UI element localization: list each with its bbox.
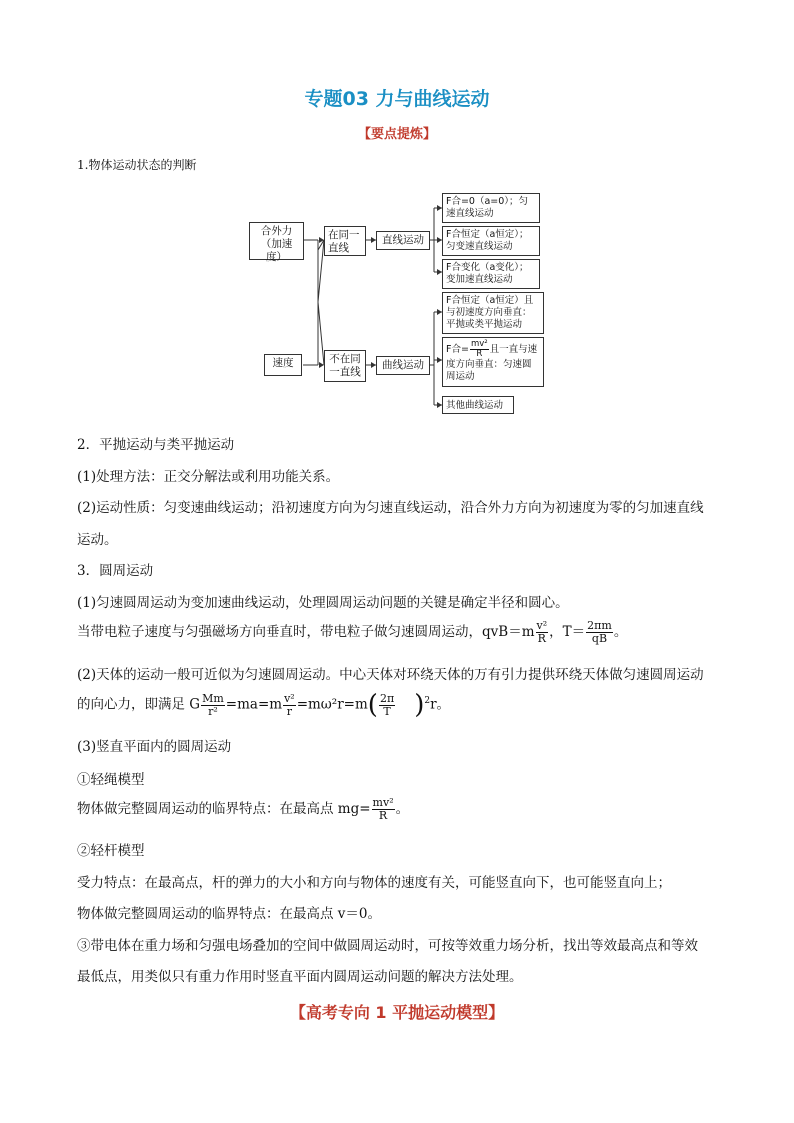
linear-uniform-box: F合=0（a=0）；匀速直线运动: [442, 193, 540, 223]
p6-prefix: 物体做完整圆周运动的临界特点：在最高点 mg=: [77, 801, 371, 817]
section2-p2a: (2)运动性质：匀变速曲线运动；沿初速度方向为匀速直线运动，沿合外力方向为初速度为零的匀加速直线: [77, 500, 704, 516]
section3-p2: [77, 620, 627, 645]
curve-motion-box: 曲线运动: [376, 356, 430, 375]
p3-power: 2: [424, 696, 431, 706]
left-paren: (: [367, 690, 378, 720]
circular-force-suffix: 且一直与速度方向垂直：匀速圆周运动: [446, 344, 538, 382]
section3-p6: [77, 797, 409, 822]
p3-eq1: =ma=m: [225, 696, 283, 713]
p3-f1-den: r²: [208, 704, 218, 718]
section3-p10b: 最低点，用类似只有重力作用时竖直平面内圆周运动问题的解决方法处理。: [77, 969, 523, 985]
p2-fraction-2: [586, 620, 613, 645]
circular-motion-box: [442, 337, 544, 387]
key-points-subtitle: 【要点提炼】: [357, 127, 436, 142]
p3-fraction-1: [201, 693, 225, 718]
right-paren: ): [414, 690, 425, 720]
p3-fraction-2: [283, 693, 296, 718]
p3-prefix: 的向心力，即满足 G: [77, 696, 201, 713]
section2-p1: (1)处理方法：正交分解法或利用功能关系。: [77, 469, 340, 485]
section3-p10a: ③带电体在重力场和匀强电场叠加的空间中做圆周运动时，可按等效重力场分析，找出等效最高点和等效: [77, 938, 698, 954]
p2-mid: ，T＝: [549, 624, 586, 640]
velocity-box: 速度: [264, 354, 302, 376]
p3-f1-num: Mm: [202, 691, 224, 705]
section1-heading: 1.物体运动状态的判断: [77, 158, 197, 172]
p3-end: r。: [430, 696, 451, 713]
p6-end: 。: [395, 801, 410, 817]
p3-fraction-3: [379, 693, 395, 718]
section2-p2b: 运动。: [77, 532, 118, 548]
motion-classification-diagram: [246, 190, 546, 415]
p3-f3-num: 2π: [379, 691, 395, 705]
section3-p7: ②轻杆模型: [77, 843, 145, 859]
circular-fraction-num: mv²: [470, 339, 488, 349]
section3-p5: ①轻绳模型: [77, 772, 145, 788]
circular-fraction: [470, 340, 489, 359]
circular-fraction-den: R: [476, 349, 483, 359]
same-line-box: 在同一 直线: [324, 226, 366, 256]
section3-p3a: (2)天体的运动一般可近似为匀速圆周运动。中心天体对环绕天体的万有引力提供环绕天体做匀速圆周运动: [77, 667, 704, 683]
p2-f2-den: qB: [591, 632, 608, 645]
section3-heading: 3．圆周运动: [77, 563, 154, 579]
force-box: 合外力 （加速度）: [249, 222, 304, 260]
section3-p9: 物体做完整圆周运动的临界特点：在最高点 v＝0。: [77, 906, 382, 922]
p2-prefix: 当带电粒子速度与匀强磁场方向垂直时，带电粒子做匀速圆周运动，qvB＝m: [77, 624, 535, 640]
gaokao-section-title: 【高考专向 1 平抛运动模型】: [289, 1003, 505, 1022]
p2-f1-den: R: [537, 632, 546, 645]
linear-uniform-accel-box: F合恒定（a恒定）；匀变速直线运动: [442, 226, 540, 256]
p2-end: 。: [613, 624, 628, 640]
circular-force-prefix: F合=: [446, 344, 469, 355]
other-curve-box: 其他曲线运动: [442, 396, 514, 414]
linear-variable-accel-box: F合变化（a变化）；变加速直线运动: [442, 259, 540, 289]
p6-fraction: [372, 797, 395, 822]
p3-f2-num: v²: [284, 691, 295, 705]
section3-p3b: [77, 692, 450, 718]
p3-f2-den: r: [286, 704, 292, 718]
p3-f3-den: T: [383, 704, 391, 718]
p2-f2-num: 2πm: [587, 619, 612, 632]
section3-p4: (3)竖直平面内的圆周运动: [77, 739, 232, 755]
p3-eq2: =mω²r=m: [296, 696, 368, 713]
projectile-box: F合恒定（a恒定）且与初速度方向垂直：平抛或类平抛运动: [442, 292, 544, 334]
p2-f1-num: v²: [536, 619, 548, 632]
section3-p1: (1)匀速圆周运动为变加速曲线运动，处理圆周运动问题的关键是确定半径和圆心。: [77, 595, 569, 611]
p6-num: mv²: [372, 796, 394, 809]
section3-p8: 受力特点：在最高点，杆的弹力的大小和方向与物体的速度有关，可能竖直向下，也可能竖直向上；: [77, 875, 671, 891]
p2-fraction-1: [536, 620, 549, 645]
not-same-line-box: 不在同 一直线: [324, 350, 366, 382]
linear-motion-box: 直线运动: [376, 231, 430, 250]
p6-den: R: [378, 809, 388, 822]
section2-heading: 2．平抛运动与类平抛运动: [77, 437, 235, 453]
page-title: 专题03 力与曲线运动: [304, 88, 490, 110]
